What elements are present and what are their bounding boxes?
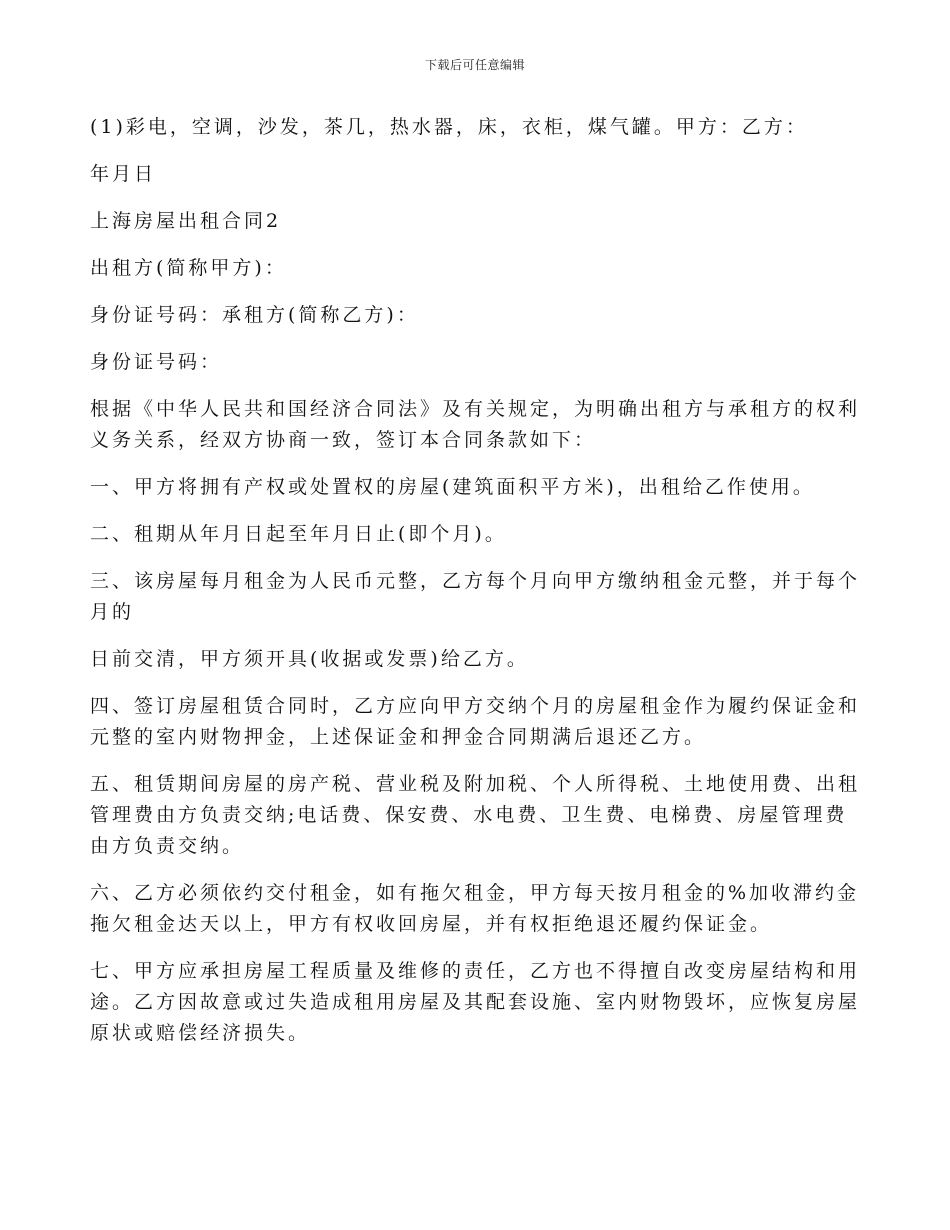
paragraph-lessor: 出租方(简称甲方)： — [90, 257, 287, 279]
paragraph-furniture-list: (1)彩电，空调，沙发，茶几，热水器，床，衣柜，煤气罐。甲方：乙方： — [90, 116, 808, 138]
document-body — [90, 112, 860, 1065]
clause-4: 四、签订房屋租赁合同时，乙方应向甲方交纳个月的房屋租金作为履约保证金和元整的室内财物押金，上述保证金和押金合同期满后退还乙方。 — [90, 695, 861, 748]
page-header: 下载后可任意编辑 — [424, 58, 525, 72]
clause-2: 二、租期从年月日起至年月日止(即个月)。 — [90, 523, 507, 545]
clause-3: 三、该房屋每月租金为人民币元整，乙方每个月向甲方缴纳租金元整，并于每个月的 — [90, 570, 861, 623]
paragraph-preamble: 根据《中华人民共和国经济合同法》及有关规定，为明确出租方与承租方的权利义务关系，经双方协商一致，签订本合同条款如下： — [90, 398, 861, 451]
clause-6: 六、乙方必须依约交付租金，如有拖欠租金，甲方每天按月租金的%加收滞约金拖欠租金达天以上，甲方有权收回房屋，并有权拒绝退还履约保证金。 — [90, 882, 860, 935]
clause-7: 七、甲方应承担房屋工程质量及维修的责任，乙方也不得擅自改变房屋结构和用途。乙方因故意或过失造成租用房屋及其配套设施、室内财物毁坏，应恢复房屋原状或赔偿经济损失。 — [90, 960, 861, 1044]
clause-5: 五、租赁期间房屋的房产税、营业税及附加税、个人所得税、土地使用费、出租管理费由方负责交纳;电话费、保安费、水电费、卫生费、电梯费、房屋管理费由方负责交纳。 — [90, 773, 861, 857]
contract-title: 上海房屋出租合同2 — [90, 210, 282, 232]
clause-1: 一、甲方将拥有产权或处置权的房屋(建筑面积平方米)，出租给乙作使用。 — [90, 476, 815, 498]
clause-3-continued: 日前交清，甲方须开具(收据或发票)给乙方。 — [90, 648, 529, 670]
paragraph-lessee-id: 身份证号码： — [90, 351, 223, 373]
paragraph-date: 年月日 — [90, 163, 157, 185]
paragraph-lessor-id-lessee: 身份证号码：承租方(简称乙方)： — [90, 304, 419, 326]
